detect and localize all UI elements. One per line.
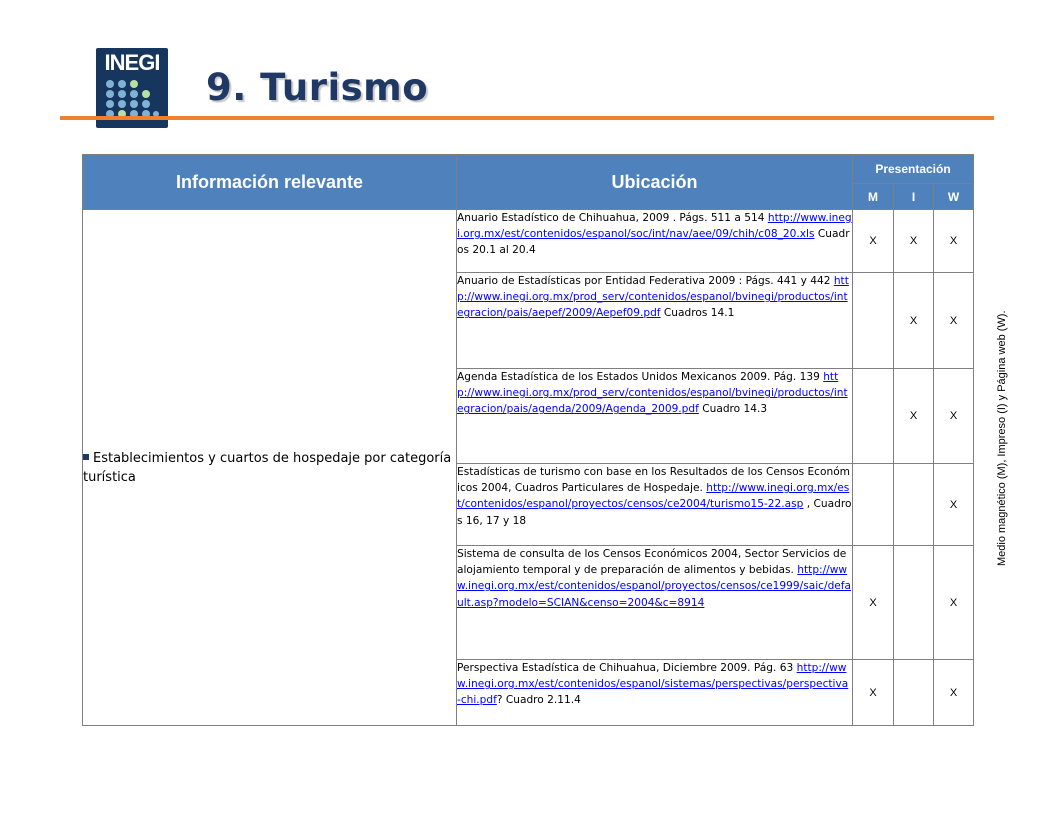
logo-text: INEGI xyxy=(104,50,160,75)
source-cell xyxy=(457,273,853,369)
mark-m xyxy=(853,273,894,369)
source-cell xyxy=(457,546,853,660)
header-i: I xyxy=(894,184,934,210)
header-info: Información relevante xyxy=(83,155,457,210)
source-text: Estadísticas de turismo con base en los Resultados de los Censos Económicos 2004, Cuadros Particulares de Hospedaje. xyxy=(457,466,850,495)
source-text: Anuario de Estadísticas por Entidad Federativa 2009 : Págs. 441 y 442 xyxy=(457,275,834,287)
header-presentation: Presentación xyxy=(853,155,974,184)
source-text: Agenda Estadística de los Estados Unidos Mexicanos 2009. Pág. 139 xyxy=(457,371,824,383)
mark-m xyxy=(853,369,894,464)
mark-i: X xyxy=(894,210,934,273)
mark-w: X xyxy=(934,273,974,369)
source-cell xyxy=(457,369,853,464)
page-title: 9. Turismo xyxy=(206,66,429,109)
source-suffix: Cuadros 14.1 xyxy=(660,307,735,320)
bullet-icon xyxy=(83,454,89,460)
mark-w: X xyxy=(934,464,974,546)
mark-i xyxy=(894,546,934,660)
source-link[interactable]: http://www.inegi.org.mx/est/contenidos/espanol/proyectos/censos/ce2004/turismo15-22.asp xyxy=(457,482,850,511)
header-location: Ubicación xyxy=(457,155,853,210)
mark-i: X xyxy=(894,369,934,464)
source-link[interactable]: http://www.inegi.org.mx/prod_serv/contenidos/espanol/bvinegi/productos/integracion/pais/agenda/2009/Agenda_2009.pdf xyxy=(457,371,848,416)
source-cell xyxy=(457,464,853,546)
mark-m: X xyxy=(853,210,894,273)
mark-w: X xyxy=(934,210,974,273)
mark-w: X xyxy=(934,660,974,726)
source-suffix: , Cuadros 16, 17 y 18 xyxy=(457,498,852,527)
legend-note: Medio magnético (M), Impreso (I) y Página web (W). xyxy=(996,310,1008,566)
table-row xyxy=(83,210,974,273)
source-text: Anuario Estadístico de Chihuahua, 2009 . Págs. 511 a 514 xyxy=(457,212,768,224)
mark-m: X xyxy=(853,546,894,660)
source-link[interactable]: http://www.inegi.org.mx/est/contenidos/espanol/sistemas/perspectivas/perspectiva-chi.pdf xyxy=(457,662,849,707)
mark-i xyxy=(894,464,934,546)
mark-m xyxy=(853,464,894,546)
topic-cell xyxy=(83,210,457,726)
mark-w: X xyxy=(934,546,974,660)
sources-table xyxy=(82,154,974,726)
source-text: Perspectiva Estadística de Chihuahua, Diciembre 2009. Pág. 63 xyxy=(457,662,797,674)
source-suffix: ? Cuadro 2.11.4 xyxy=(496,694,581,707)
source-text: Sistema de consulta de los Censos Económicos 2004, Sector Servicios de alojamiento temporal y de preparación de alimentos y bebidas. xyxy=(457,548,847,577)
source-link[interactable]: http://www.inegi.org.mx/est/contenidos/espanol/proyectos/censos/ce1999/saic/default.asp?modelo=SCIAN&censo=2004&c=8914 xyxy=(457,564,852,609)
source-link[interactable]: http://www.inegi.org.mx/est/contenidos/espanol/soc/int/nav/aee/09/chih/c08_20.xls xyxy=(457,212,852,241)
mark-i: X xyxy=(894,273,934,369)
title-underline xyxy=(60,116,994,120)
topic-label: Establecimientos y cuartos de hospedaje por categoría turística xyxy=(83,450,452,485)
header-m: M xyxy=(853,184,894,210)
source-suffix: Cuadros 20.1 al 20.4 xyxy=(457,228,850,257)
header-w: W xyxy=(934,184,974,210)
mark-m: X xyxy=(853,660,894,726)
mark-w: X xyxy=(934,369,974,464)
source-cell xyxy=(457,210,853,273)
mark-i xyxy=(894,660,934,726)
source-link[interactable]: http://www.inegi.org.mx/prod_serv/contenidos/espanol/bvinegi/productos/integracion/pais/aepef/2009/Aepef09.pdf xyxy=(457,275,849,320)
source-cell xyxy=(457,660,853,726)
source-suffix: Cuadro 14.3 xyxy=(698,403,768,416)
